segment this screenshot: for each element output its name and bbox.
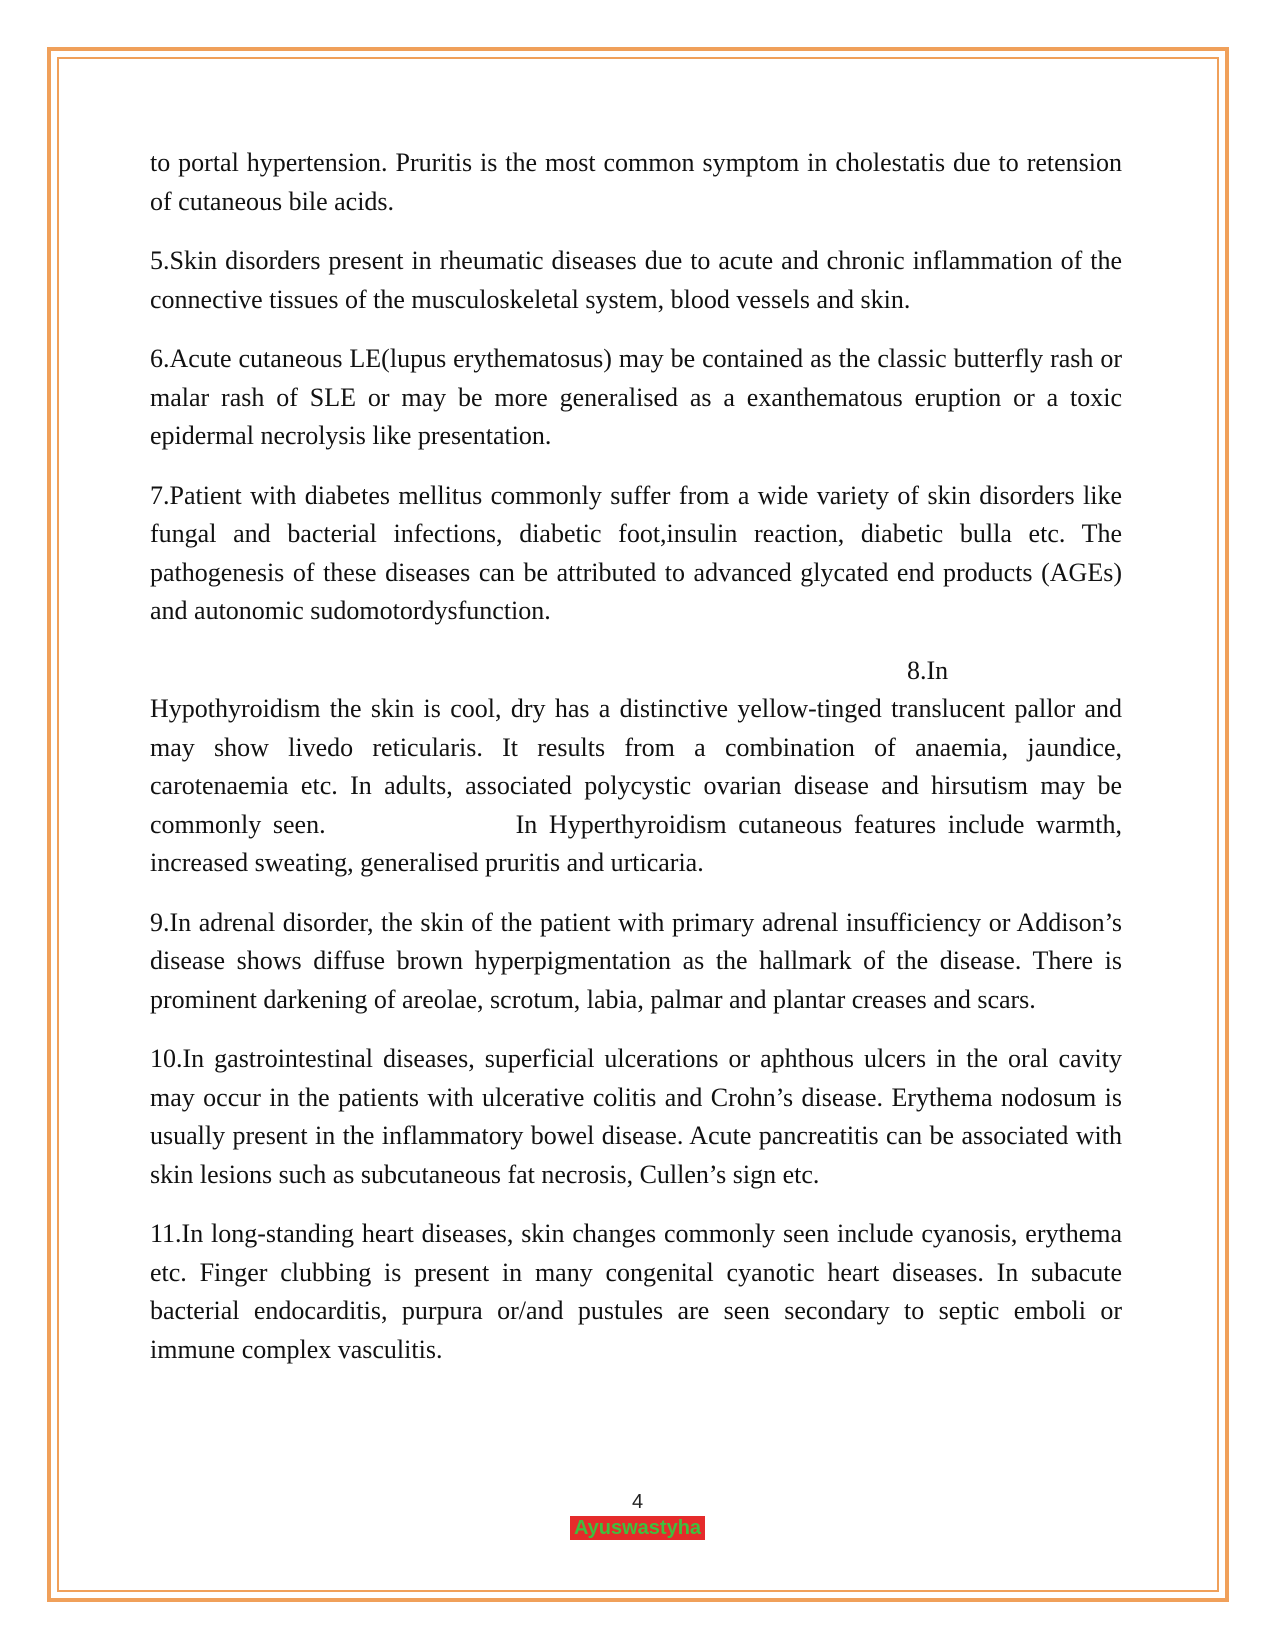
document-body: [150, 144, 1122, 1390]
paragraph-7: 7.Patient with diabetes mellitus commonly suffer from a wide variety of skin disorders like fungal and bacterial infections, diabetic foot,insulin reaction, diabetic bulla etc. The pathogenesis of these diseases can be attributed to advanced glycated end products (AGEs) and autonomic sudomotordysfunction.: [150, 480, 1122, 625]
paragraph-8: [150, 690, 1122, 883]
paragraph-5: 5.Skin disorders present in rheumatic diseases due to acute and chronic inflammation of the connective tissues of the musculoskeletal system, blood vessels and skin.: [150, 246, 1122, 314]
paragraph-8-hyperthyroidism: In Hyperthyroidism cutaneous features include warmth, increased sweating, generalised pruritis and urticaria.: [150, 809, 1122, 877]
paragraph-8-hypothyroidism: Hypothyroidism the skin is cool, dry has a distinctive yellow-tinged translucent pallor and may show livedo reticularis. It results from a combination of anaemia, jaundice, carotenaemia etc. In adults, associated polycystic ovarian disease and hirsutism may be commonly seen.: [150, 694, 1122, 839]
page-number: 4: [631, 1491, 644, 1513]
footer-brand: Ayuswastyha: [570, 1516, 705, 1540]
paragraph-9: 9.In adrenal disorder, the skin of the patient with primary adrenal insufficiency or Addison’s disease shows diffuse brown hyperpigmentation as the hallmark of the disease. There is prominent darkening of areolae, scrotum, labia, palmar and plantar creases and scars.: [150, 907, 1122, 1014]
paragraph-continued: to portal hypertension. Pruritis is the most common symptom in cholestatis due to retension of cutaneous bile acids.: [150, 148, 1122, 216]
paragraph-6: 6.Acute cutaneous LE(lupus erythematosus) may be contained as the classic butterfly rash or malar rash of SLE or may be more generalised as a exanthematous eruption or a toxic epidermal necrolysis like presentation.: [150, 344, 1122, 450]
page-footer: [0, 1490, 1275, 1540]
paragraph-10: 10.In gastrointestinal diseases, superficial ulcerations or aphthous ulcers in the oral cavity may occur in the patients with ulcerative colitis and Crohn’s disease. Erythema nodosum is usually present in the inflammatory bowel disease. Acute pancreatitis can be associated with skin lesions such as subcutaneous fat necrosis, Cullen’s sign etc.: [150, 1044, 1122, 1189]
paragraph-8-lead: 8.In: [907, 655, 949, 685]
paragraph-11: 11.In long-standing heart diseases, skin changes commonly seen include cyanosis, erythema etc. Finger clubbing is present in many congenital cyanotic heart diseases. In subacute bacterial endocarditis, purpura or/and pustules are seen secondary to septic emboli or immune complex vasculitis.: [150, 1219, 1122, 1364]
